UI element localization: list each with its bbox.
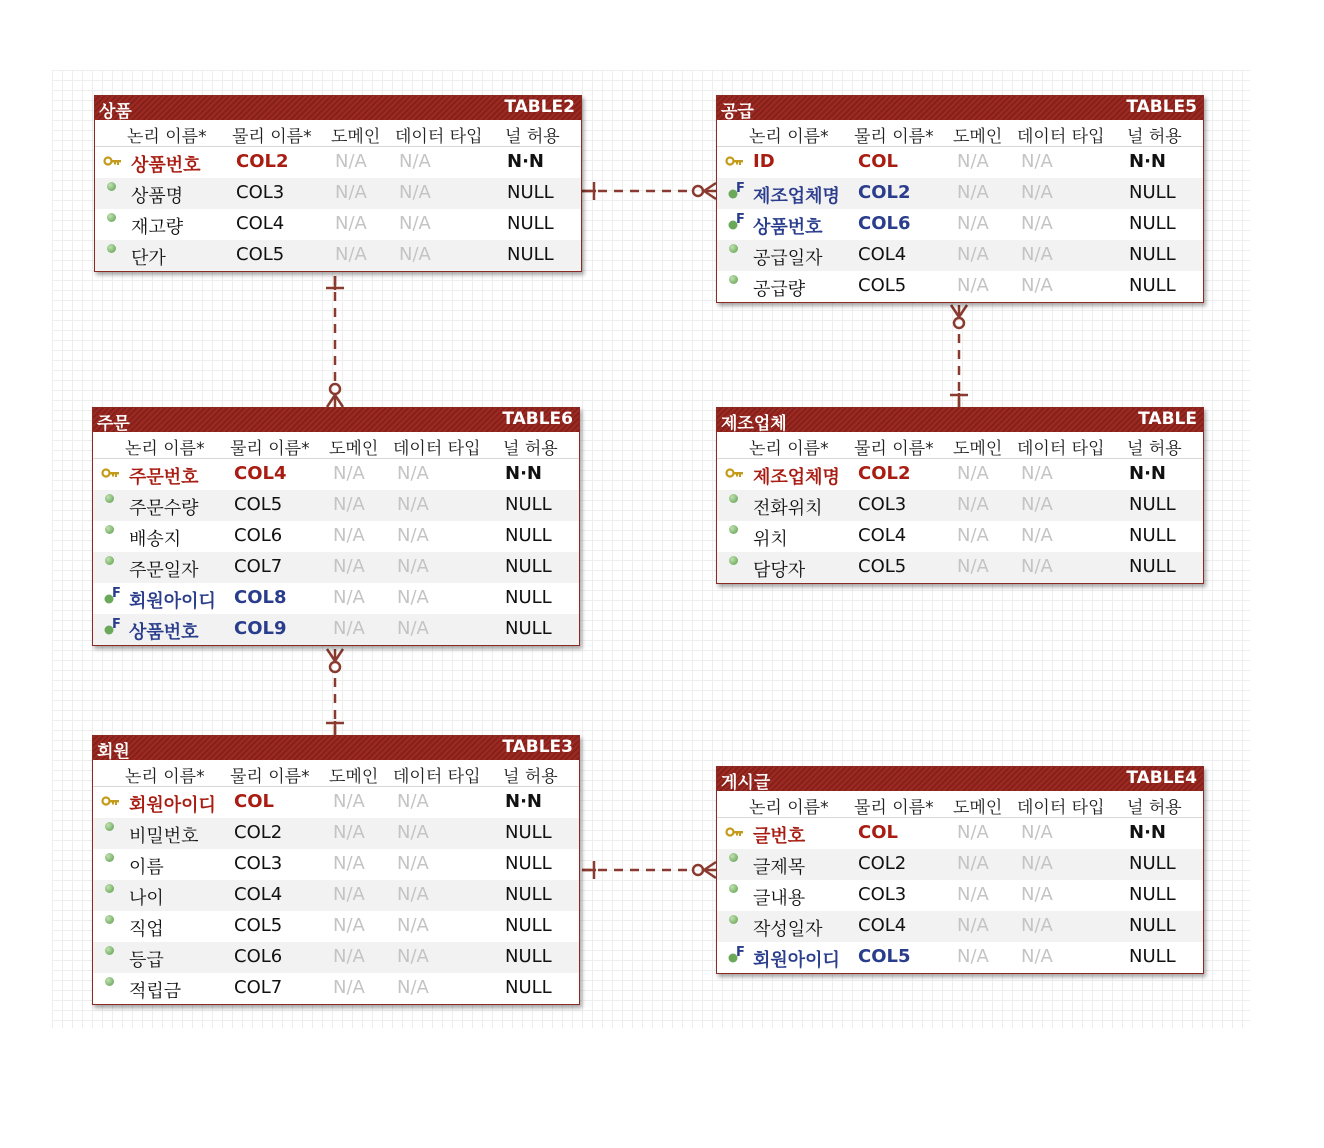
attribute-physical: COL9 <box>234 618 287 639</box>
attribute-dot-icon <box>725 490 743 521</box>
attribute-physical: COL5 <box>858 275 907 296</box>
attribute-row[interactable] <box>93 787 579 818</box>
attribute-domain: N/A <box>957 494 989 515</box>
attribute-domain: N/A <box>333 853 365 874</box>
attribute-physical: COL2 <box>236 151 289 172</box>
attribute-logical: 나이 <box>129 888 164 909</box>
attribute-physical: COL5 <box>858 556 907 577</box>
column-header-physical: 물리 이름* <box>232 127 312 147</box>
foreign-key-icon <box>101 583 119 614</box>
attribute-logical: 위치 <box>753 529 788 550</box>
attribute-datatype: N/A <box>1021 494 1053 515</box>
attribute-nullable: NULL <box>1129 853 1176 874</box>
primary-key-icon <box>725 818 743 849</box>
attribute-dot-icon <box>725 271 743 302</box>
attribute-datatype: N/A <box>1021 275 1053 296</box>
attribute-logical: 상품명 <box>131 186 184 207</box>
attribute-dot-icon <box>103 178 121 209</box>
attribute-row[interactable] <box>717 178 1203 209</box>
attribute-dot-icon <box>725 521 743 552</box>
attribute-datatype: N/A <box>399 182 431 203</box>
attribute-nullable: NULL <box>505 556 552 577</box>
foreign-key-icon <box>725 178 743 209</box>
column-header-row <box>717 432 1203 459</box>
attribute-dot-icon <box>101 880 119 911</box>
attribute-physical: COL6 <box>234 946 283 967</box>
column-header-row <box>95 120 581 147</box>
attribute-row[interactable] <box>717 552 1203 583</box>
attribute-physical: COL <box>234 791 274 812</box>
attribute-dot-icon <box>101 818 119 849</box>
entity-title-bar[interactable] <box>93 408 579 432</box>
attribute-nullable: NULL <box>505 494 552 515</box>
attribute-domain: N/A <box>335 244 367 265</box>
attribute-nullable: NULL <box>505 946 552 967</box>
attribute-logical: 비밀번호 <box>129 826 199 847</box>
entity-title-bar[interactable] <box>95 96 581 120</box>
attribute-nullable: NULL <box>505 822 552 843</box>
attribute-physical: COL6 <box>858 213 911 234</box>
attribute-row[interactable] <box>95 147 581 178</box>
attribute-row[interactable] <box>93 552 579 583</box>
attribute-dot-icon <box>101 521 119 552</box>
attribute-domain: N/A <box>333 946 365 967</box>
entity-table-name: TABLE3 <box>502 737 573 757</box>
entity-title-bar[interactable] <box>717 767 1203 791</box>
attribute-row[interactable] <box>95 209 581 240</box>
attribute-domain: N/A <box>333 618 365 639</box>
attribute-row[interactable] <box>93 614 579 645</box>
attribute-nullable: NULL <box>507 244 554 265</box>
entity-title-bar[interactable] <box>93 736 579 760</box>
column-header-physical: 물리 이름* <box>854 439 934 459</box>
attribute-datatype: N/A <box>1021 915 1053 936</box>
attribute-row[interactable] <box>93 911 579 942</box>
entity-table-name: TABLE2 <box>504 97 575 117</box>
attribute-datatype: N/A <box>399 151 431 172</box>
attribute-nullable: NULL <box>1129 494 1176 515</box>
entity-manufacturer[interactable] <box>716 407 1204 584</box>
attribute-logical: 이름 <box>129 857 164 878</box>
attribute-row[interactable] <box>95 178 581 209</box>
attribute-nullable: NULL <box>505 915 552 936</box>
primary-key-icon <box>101 459 119 490</box>
attribute-physical: COL5 <box>858 946 911 967</box>
attribute-logical: 공급량 <box>753 279 806 300</box>
attribute-datatype: N/A <box>397 587 429 608</box>
attribute-nullable: NULL <box>505 525 552 546</box>
attribute-physical: COL2 <box>858 182 911 203</box>
attribute-physical: COL <box>858 151 898 172</box>
attribute-logical: 담당자 <box>753 560 806 581</box>
attribute-nullable: N·N <box>507 151 544 172</box>
attribute-logical: 주문수량 <box>129 498 199 519</box>
attribute-physical: COL5 <box>236 244 285 265</box>
svg-text:F: F <box>736 181 745 196</box>
entity-name: 공급 <box>721 102 754 122</box>
attribute-domain: N/A <box>957 884 989 905</box>
attribute-row[interactable] <box>717 818 1203 849</box>
column-header-physical: 물리 이름* <box>854 798 934 818</box>
attribute-datatype: N/A <box>399 244 431 265</box>
attribute-dot-icon <box>101 973 119 1004</box>
attribute-nullable: N·N <box>1129 151 1166 172</box>
foreign-key-icon <box>725 942 743 973</box>
attribute-datatype: N/A <box>397 915 429 936</box>
attribute-row[interactable] <box>93 459 579 490</box>
foreign-key-icon <box>101 614 119 645</box>
attribute-nullable: NULL <box>1129 915 1176 936</box>
attribute-datatype: N/A <box>1021 463 1053 484</box>
attribute-physical: COL4 <box>234 884 283 905</box>
svg-text:F: F <box>112 617 121 632</box>
attribute-logical: 제조업체명 <box>753 467 840 488</box>
column-header-row <box>717 120 1203 147</box>
attribute-row[interactable] <box>93 521 579 552</box>
entity-rows <box>93 787 579 1004</box>
attribute-datatype: N/A <box>1021 525 1053 546</box>
attribute-logical: 적립금 <box>129 981 182 1002</box>
column-header-datatype: 데이터 타입 <box>1017 798 1105 818</box>
attribute-nullable: NULL <box>1129 556 1176 577</box>
attribute-datatype: N/A <box>397 946 429 967</box>
attribute-logical: 상품번호 <box>129 622 199 643</box>
attribute-physical: COL4 <box>858 525 907 546</box>
attribute-logical: 회원아이디 <box>129 591 216 612</box>
entity-title-bar[interactable] <box>717 96 1203 120</box>
attribute-nullable: NULL <box>1129 275 1176 296</box>
attribute-nullable: NULL <box>1129 213 1176 234</box>
entity-post[interactable] <box>716 766 1204 974</box>
attribute-domain: N/A <box>333 494 365 515</box>
attribute-row[interactable] <box>717 942 1203 973</box>
attribute-datatype: N/A <box>1021 556 1053 577</box>
attribute-domain: N/A <box>333 884 365 905</box>
attribute-datatype: N/A <box>397 822 429 843</box>
attribute-row[interactable] <box>93 849 579 880</box>
attribute-datatype: N/A <box>397 884 429 905</box>
column-header-logical: 논리 이름* <box>749 798 829 818</box>
entity-name: 회원 <box>97 742 130 762</box>
entity-rows <box>93 459 579 645</box>
entity-table-name: TABLE <box>1138 409 1197 429</box>
column-header-domain: 도메인 <box>331 127 381 147</box>
column-header-nullable: 널 허용 <box>1127 798 1182 818</box>
attribute-logical: 단가 <box>131 248 166 269</box>
attribute-datatype: N/A <box>1021 151 1053 172</box>
column-header-physical: 물리 이름* <box>854 127 934 147</box>
attribute-dot-icon <box>101 942 119 973</box>
attribute-row[interactable] <box>93 880 579 911</box>
entity-name: 제조업체 <box>721 414 787 434</box>
column-header-datatype: 데이터 타입 <box>395 127 483 147</box>
svg-text:F: F <box>736 212 745 227</box>
attribute-domain: N/A <box>957 556 989 577</box>
attribute-row[interactable] <box>717 911 1203 942</box>
attribute-dot-icon <box>103 240 121 271</box>
attribute-nullable: N·N <box>505 463 542 484</box>
entity-title-bar[interactable] <box>717 408 1203 432</box>
column-header-domain: 도메인 <box>329 439 379 459</box>
attribute-logical: 등급 <box>129 950 164 971</box>
column-header-datatype: 데이터 타입 <box>1017 127 1105 147</box>
attribute-physical: COL3 <box>234 853 283 874</box>
attribute-domain: N/A <box>957 915 989 936</box>
attribute-logical: 회원아이디 <box>753 950 840 971</box>
column-header-logical: 논리 이름* <box>125 439 205 459</box>
attribute-dot-icon <box>725 880 743 911</box>
column-header-row <box>717 791 1203 818</box>
attribute-dot-icon <box>725 911 743 942</box>
attribute-nullable: NULL <box>507 182 554 203</box>
column-header-datatype: 데이터 타입 <box>393 767 481 787</box>
attribute-physical: COL7 <box>234 977 283 998</box>
attribute-domain: N/A <box>333 915 365 936</box>
attribute-physical: COL3 <box>858 494 907 515</box>
column-header-nullable: 널 허용 <box>503 767 558 787</box>
column-header-nullable: 널 허용 <box>505 127 560 147</box>
attribute-datatype: N/A <box>1021 884 1053 905</box>
entity-table-name: TABLE5 <box>1126 97 1197 117</box>
column-header-row <box>93 760 579 787</box>
column-header-nullable: 널 허용 <box>1127 439 1182 459</box>
attribute-nullable: NULL <box>1129 884 1176 905</box>
attribute-logical: ID <box>753 151 775 172</box>
attribute-physical: COL2 <box>858 853 907 874</box>
attribute-nullable: NULL <box>1129 525 1176 546</box>
attribute-datatype: N/A <box>397 977 429 998</box>
attribute-datatype: N/A <box>397 853 429 874</box>
entity-rows <box>717 818 1203 973</box>
attribute-datatype: N/A <box>397 618 429 639</box>
entity-name: 상품 <box>99 102 132 122</box>
entity-table-name: TABLE4 <box>1126 768 1197 788</box>
attribute-row[interactable] <box>717 271 1203 302</box>
entity-order[interactable] <box>92 407 580 646</box>
attribute-domain: N/A <box>957 275 989 296</box>
attribute-row[interactable] <box>93 583 579 614</box>
svg-text:F: F <box>112 586 121 601</box>
attribute-physical: COL4 <box>858 915 907 936</box>
attribute-datatype: N/A <box>1021 244 1053 265</box>
attribute-domain: N/A <box>333 822 365 843</box>
attribute-logical: 상품번호 <box>753 217 823 238</box>
column-header-logical: 논리 이름* <box>127 127 207 147</box>
column-header-logical: 논리 이름* <box>125 767 205 787</box>
attribute-dot-icon <box>101 911 119 942</box>
column-header-physical: 물리 이름* <box>230 439 310 459</box>
attribute-physical: COL <box>858 822 898 843</box>
attribute-physical: COL6 <box>234 525 283 546</box>
attribute-physical: COL5 <box>234 494 283 515</box>
attribute-physical: COL3 <box>236 182 285 203</box>
attribute-domain: N/A <box>335 182 367 203</box>
entity-table-name: TABLE6 <box>502 409 573 429</box>
attribute-nullable: N·N <box>505 791 542 812</box>
attribute-domain: N/A <box>957 946 989 967</box>
attribute-nullable: NULL <box>1129 182 1176 203</box>
attribute-logical: 글내용 <box>753 888 806 909</box>
attribute-row[interactable] <box>93 973 579 1004</box>
attribute-physical: COL4 <box>858 244 907 265</box>
attribute-datatype: N/A <box>399 213 431 234</box>
attribute-domain: N/A <box>957 822 989 843</box>
primary-key-icon <box>725 147 743 178</box>
attribute-row[interactable] <box>717 880 1203 911</box>
attribute-domain: N/A <box>335 213 367 234</box>
attribute-logical: 주문번호 <box>129 467 199 488</box>
primary-key-icon <box>725 459 743 490</box>
column-header-physical: 물리 이름* <box>230 767 310 787</box>
attribute-logical: 회원아이디 <box>129 795 216 816</box>
entity-name: 게시글 <box>721 773 771 793</box>
attribute-logical: 전화위치 <box>753 498 823 519</box>
attribute-row[interactable] <box>717 240 1203 271</box>
attribute-datatype: N/A <box>1021 213 1053 234</box>
attribute-nullable: N·N <box>1129 463 1166 484</box>
column-header-row <box>93 432 579 459</box>
attribute-logical: 상품번호 <box>131 155 201 176</box>
attribute-datatype: N/A <box>397 525 429 546</box>
primary-key-icon <box>101 787 119 818</box>
attribute-dot-icon <box>103 209 121 240</box>
attribute-dot-icon <box>725 240 743 271</box>
attribute-domain: N/A <box>957 463 989 484</box>
column-header-datatype: 데이터 타입 <box>1017 439 1105 459</box>
attribute-datatype: N/A <box>1021 822 1053 843</box>
column-header-domain: 도메인 <box>953 798 1003 818</box>
entity-rows <box>95 147 581 271</box>
column-header-domain: 도메인 <box>953 127 1003 147</box>
column-header-logical: 논리 이름* <box>749 439 829 459</box>
attribute-datatype: N/A <box>397 494 429 515</box>
attribute-row[interactable] <box>717 521 1203 552</box>
attribute-logical: 제조업체명 <box>753 186 840 207</box>
entity-supply[interactable] <box>716 95 1204 303</box>
attribute-nullable: NULL <box>1129 946 1176 967</box>
attribute-physical: COL8 <box>234 587 287 608</box>
attribute-domain: N/A <box>333 977 365 998</box>
entity-product[interactable] <box>94 95 582 272</box>
attribute-domain: N/A <box>957 853 989 874</box>
attribute-logical: 직업 <box>129 919 164 940</box>
attribute-row[interactable] <box>717 459 1203 490</box>
attribute-domain: N/A <box>957 151 989 172</box>
entity-name: 주문 <box>97 414 130 434</box>
attribute-domain: N/A <box>957 213 989 234</box>
attribute-row[interactable] <box>717 490 1203 521</box>
attribute-dot-icon <box>725 849 743 880</box>
column-header-nullable: 널 허용 <box>503 439 558 459</box>
attribute-domain: N/A <box>333 463 365 484</box>
attribute-physical: COL5 <box>234 915 283 936</box>
attribute-logical: 글번호 <box>753 826 806 847</box>
foreign-key-icon <box>725 209 743 240</box>
attribute-datatype: N/A <box>397 556 429 577</box>
attribute-domain: N/A <box>957 182 989 203</box>
attribute-physical: COL4 <box>234 463 287 484</box>
attribute-dot-icon <box>725 552 743 583</box>
attribute-nullable: NULL <box>505 618 552 639</box>
attribute-domain: N/A <box>333 525 365 546</box>
entity-rows <box>717 147 1203 302</box>
column-header-nullable: 널 허용 <box>1127 127 1182 147</box>
attribute-row[interactable] <box>93 818 579 849</box>
attribute-physical: COL7 <box>234 556 283 577</box>
column-header-datatype: 데이터 타입 <box>393 439 481 459</box>
attribute-row[interactable] <box>93 942 579 973</box>
attribute-nullable: NULL <box>505 587 552 608</box>
attribute-logical: 주문일자 <box>129 560 199 581</box>
attribute-logical: 글제목 <box>753 857 806 878</box>
attribute-row[interactable] <box>95 240 581 271</box>
attribute-logical: 작성일자 <box>753 919 823 940</box>
attribute-dot-icon <box>101 490 119 521</box>
attribute-logical: 배송지 <box>129 529 182 550</box>
attribute-nullable: NULL <box>505 884 552 905</box>
attribute-domain: N/A <box>333 556 365 577</box>
attribute-logical: 공급일자 <box>753 248 823 269</box>
attribute-datatype: N/A <box>1021 182 1053 203</box>
attribute-datatype: N/A <box>397 791 429 812</box>
column-header-domain: 도메인 <box>329 767 379 787</box>
attribute-row[interactable] <box>93 490 579 521</box>
attribute-row[interactable] <box>717 147 1203 178</box>
attribute-domain: N/A <box>333 587 365 608</box>
attribute-dot-icon <box>101 552 119 583</box>
attribute-domain: N/A <box>335 151 367 172</box>
attribute-physical: COL2 <box>234 822 283 843</box>
attribute-row[interactable] <box>717 849 1203 880</box>
primary-key-icon <box>103 147 121 178</box>
attribute-nullable: NULL <box>505 977 552 998</box>
entity-member[interactable] <box>92 735 580 1005</box>
attribute-row[interactable] <box>717 209 1203 240</box>
entity-rows <box>717 459 1203 583</box>
attribute-nullable: NULL <box>505 853 552 874</box>
column-header-domain: 도메인 <box>953 439 1003 459</box>
attribute-physical: COL2 <box>858 463 911 484</box>
attribute-datatype: N/A <box>1021 853 1053 874</box>
attribute-domain: N/A <box>957 244 989 265</box>
attribute-dot-icon <box>101 849 119 880</box>
attribute-nullable: NULL <box>1129 244 1176 265</box>
attribute-nullable: NULL <box>507 213 554 234</box>
attribute-domain: N/A <box>957 525 989 546</box>
attribute-logical: 재고량 <box>131 217 184 238</box>
svg-text:F: F <box>736 945 745 960</box>
attribute-domain: N/A <box>333 791 365 812</box>
attribute-nullable: N·N <box>1129 822 1166 843</box>
attribute-datatype: N/A <box>397 463 429 484</box>
attribute-physical: COL3 <box>858 884 907 905</box>
column-header-logical: 논리 이름* <box>749 127 829 147</box>
attribute-physical: COL4 <box>236 213 285 234</box>
attribute-datatype: N/A <box>1021 946 1053 967</box>
